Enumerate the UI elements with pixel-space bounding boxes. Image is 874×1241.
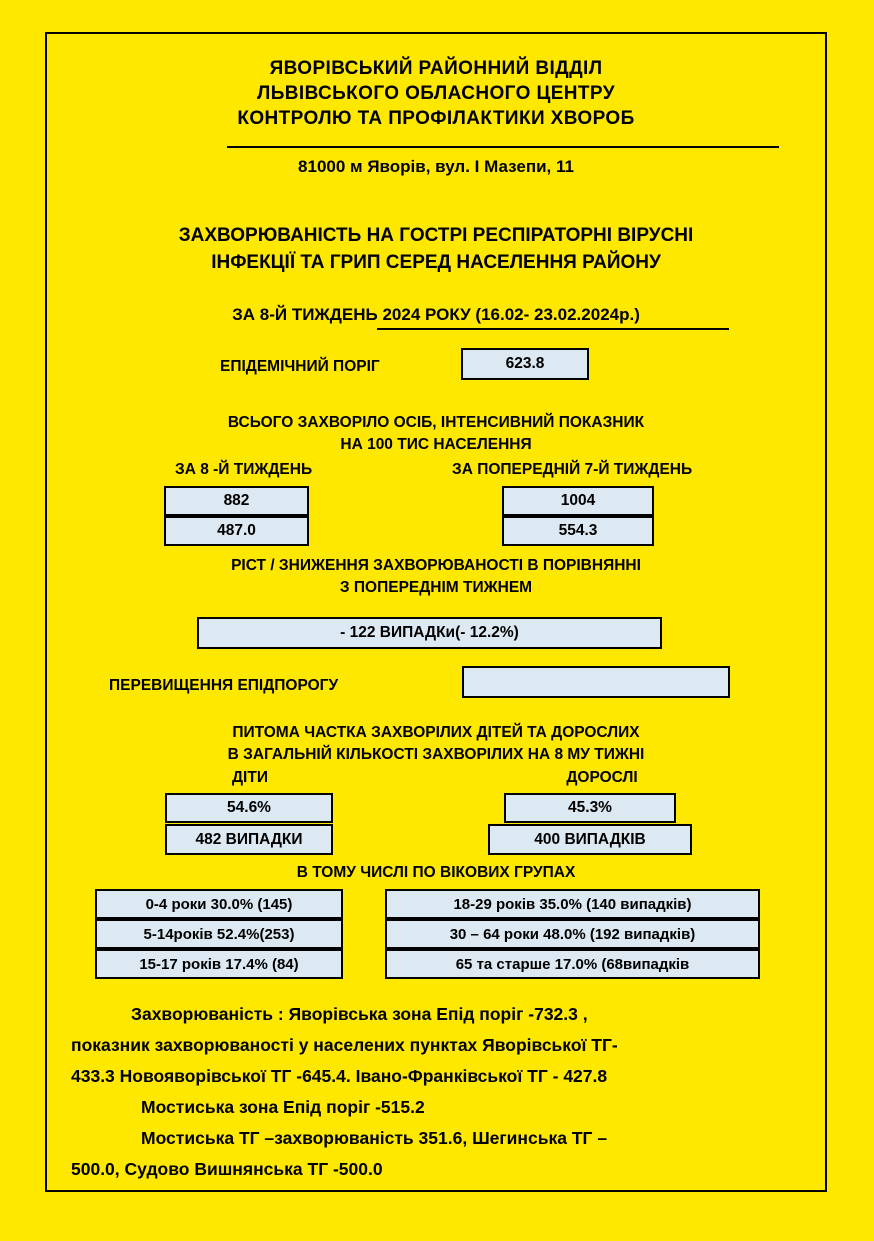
shares-caption-line-2: В ЗАГАЛЬНІЙ КІЛЬКОСТІ ЗАХВОРІЛИХ НА 8 МУ ТИЖНІ [227, 746, 645, 763]
footer-line-1: Захворюваність : Яворівська зона Епід поріг -732.3 , [131, 1004, 588, 1024]
age-group-65-plus-box: 65 та старше 17.0% (68випадків [385, 949, 760, 979]
org-name-line-2: ЛЬВІВСЬКОГО ОБЛАСНОГО ЦЕНТРУ [257, 83, 615, 104]
poster-content [47, 34, 825, 1190]
threshold-value-box: 623.8 [461, 348, 589, 380]
children-cases-box: 482 ВИПАДКИ [165, 824, 333, 855]
previous-week-cases-box: 1004 [502, 486, 654, 516]
report-period: ЗА 8-Й ТИЖДЕНЬ 2024 РОКУ (16.02- 23.02.2024р.) [232, 305, 640, 324]
children-label: ДІТИ [232, 769, 268, 786]
organization-header [47, 56, 825, 131]
header-divider [227, 146, 779, 148]
age-group-18-29-box: 18-29 років 35.0% (140 випадків) [385, 889, 760, 919]
footer-line-2: показник захворюваності у населених пунктах Яворівської ТГ- [71, 1035, 618, 1055]
age-group-0-4-box: 0-4 роки 30.0% (145) [95, 889, 343, 919]
footer-line-3: 433.3 Новояворівської ТГ -645.4. Івано-Франківської ТГ - 427.8 [71, 1066, 608, 1086]
summary-footer [71, 999, 809, 1185]
report-title [47, 222, 825, 276]
age-group-30-64-box: 30 – 64 роки 48.0% (192 випадків) [385, 919, 760, 949]
age-group-15-17-box: 15-17 років 17.4% (84) [95, 949, 343, 979]
org-name-line-3: КОНТРОЛЮ ТА ПРОФІЛАКТИКИ ХВОРОБ [237, 108, 635, 129]
org-name-line-1: ЯВОРІВСЬКИЙ РАЙОННИЙ ВІДДІЛ [269, 58, 603, 79]
report-title-line-1: ЗАХВОРЮВАНІСТЬ НА ГОСТРІ РЕСПІРАТОРНІ ВІРУСНІ [178, 225, 694, 246]
poster-frame [45, 32, 827, 1192]
threshold-label: ЕПІДЕМІЧНИЙ ПОРІГ [220, 358, 380, 375]
adults-cases-box: 400 ВИПАДКІВ [488, 824, 692, 855]
footer-line-6: 500.0, Судово Вишнянська ТГ -500.0 [71, 1159, 383, 1179]
totals-caption [47, 412, 825, 456]
current-week-rate-box: 487.0 [164, 516, 309, 546]
shares-caption [47, 722, 825, 766]
change-value-box: - 122 ВИПАДКи(- 12.2%) [197, 617, 662, 649]
report-title-line-2: ІНФЕКЦІЇ ТА ГРИП СЕРЕД НАСЕЛЕННЯ РАЙОНУ [211, 252, 661, 273]
totals-caption-line-2: НА 100 ТИС НАСЕЛЕННЯ [340, 436, 532, 453]
excess-label: ПЕРЕВИЩЕННЯ ЕПІДПОРОГУ [109, 677, 339, 694]
organization-address: 81000 м Яворів, вул. І Мазепи, 11 [298, 157, 574, 176]
adults-percent-box: 45.3% [504, 793, 676, 823]
previous-week-rate-box: 554.3 [502, 516, 654, 546]
current-week-label: ЗА 8 -Й ТИЖДЕНЬ [175, 461, 313, 478]
adults-label: ДОРОСЛІ [566, 769, 638, 786]
change-caption-line-2: З ПОПЕРЕДНІМ ТИЖНЕМ [339, 579, 533, 596]
shares-caption-line-1: ПИТОМА ЧАСТКА ЗАХВОРІЛИХ ДІТЕЙ ТА ДОРОСЛИХ [232, 724, 640, 741]
age-groups-caption: В ТОМУ ЧИСЛІ ПО ВІКОВИХ ГРУПАХ [296, 864, 576, 881]
footer-line-5: Мостиська ТГ –захворюваність 351.6, Шегинська ТГ – [141, 1128, 608, 1148]
period-underline [377, 328, 729, 330]
current-week-cases-box: 882 [164, 486, 309, 516]
change-caption [47, 555, 825, 599]
previous-week-label: ЗА ПОПЕРЕДНІЙ 7-Й ТИЖДЕНЬ [452, 461, 693, 478]
excess-value-box [462, 666, 730, 698]
totals-caption-line-1: ВСЬОГО ЗАХВОРІЛО ОСІБ, ІНТЕНСИВНИЙ ПОКАЗНИК [227, 414, 645, 431]
change-caption-line-1: РІСТ / ЗНИЖЕННЯ ЗАХВОРЮВАНОСТІ В ПОРІВНЯННІ [231, 557, 641, 574]
age-group-5-14-box: 5-14років 52.4%(253) [95, 919, 343, 949]
footer-line-4: Мостиська зона Епід поріг -515.2 [141, 1097, 425, 1117]
children-percent-box: 54.6% [165, 793, 333, 823]
